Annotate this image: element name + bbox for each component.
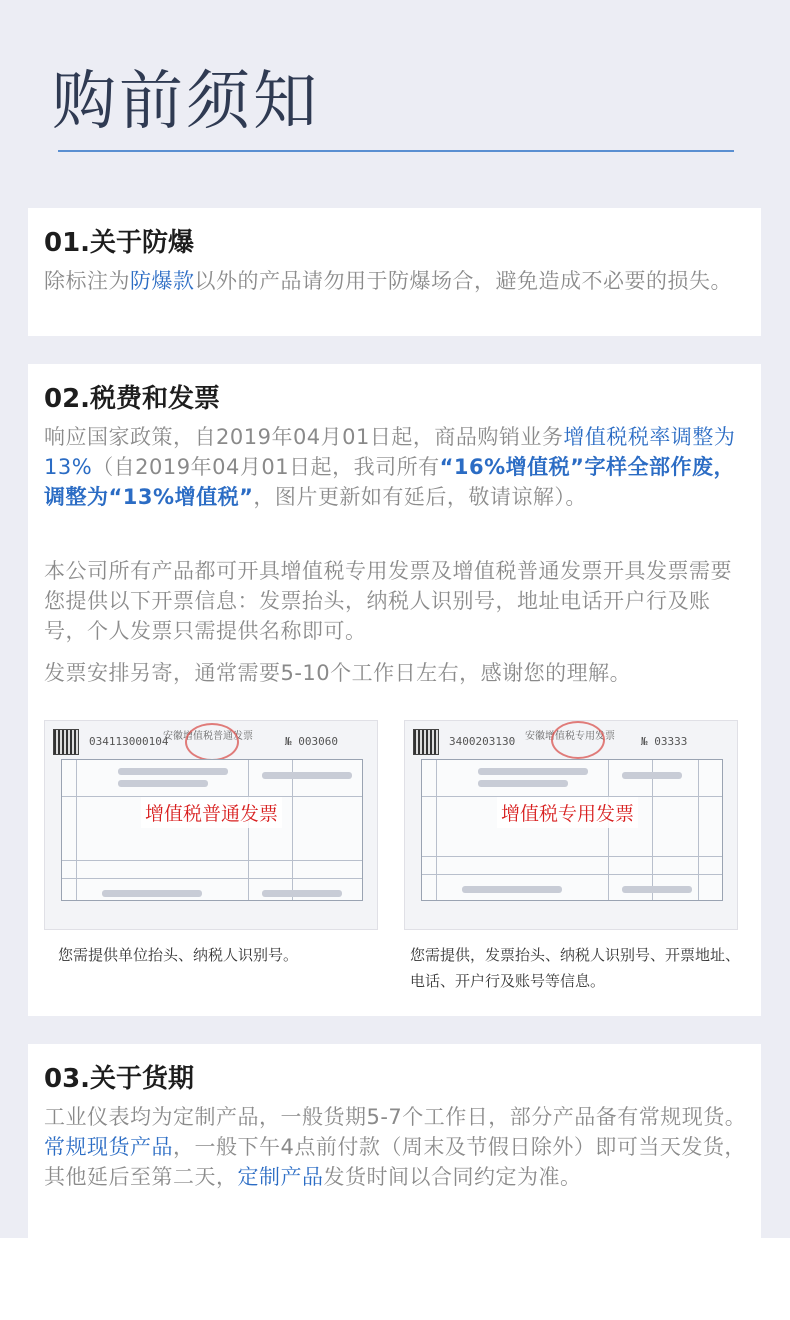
invoice-serial: № 003060: [285, 735, 338, 748]
section-heading: 03.关于货期: [44, 1064, 195, 1094]
paragraph-text: 除标注为: [44, 269, 130, 293]
paragraph-text: 本公司所有产品都可开具增值税专用发票及增值税普通发票开具发票需要您提供以下开票信息：发票抬头，纳税人识别号，地址电话开户行及账号，个人发票只需提供名称即可。: [44, 559, 732, 643]
red-seal-icon: [185, 723, 239, 761]
invoice-caption: 您需提供单位抬头、纳税人识别号。: [58, 946, 299, 964]
highlighted-text: 定制产品: [237, 1165, 324, 1189]
section-heading: 02.税费和发票: [44, 384, 221, 414]
section-paragraph: [44, 266, 748, 296]
invoice-caption: 您需提供，发票抬头、纳税人识别号、开票地址、电话、开户行及账号等信息。: [410, 946, 741, 990]
invoice-type-label: 增值税普通发票: [141, 797, 282, 828]
paragraph-text: ，一般下午4点前付款（周末及节假日除外）即可当天发货，其他延后至第二天，: [44, 1135, 746, 1189]
paragraph-text: 发货时间以合同约定为准。: [323, 1165, 582, 1189]
highlighted-text: 防爆款: [130, 269, 195, 293]
invoice-table: [61, 759, 363, 901]
section-paragraph: [44, 556, 748, 646]
paragraph-text: 以外的产品请勿用于防爆场合，避免造成不必要的损失。: [194, 269, 732, 293]
page-title: 购前须知: [52, 65, 320, 139]
section-tax-invoice: [28, 364, 761, 1016]
invoice-code: 034113000104: [89, 735, 169, 748]
highlighted-text: “16%增值税”字样全部作废，调整为“13%增值税”: [44, 455, 735, 509]
ordinary-invoice-image: [44, 720, 378, 930]
paragraph-text: 工业仪表均为定制产品，一般货期5-7个工作日，部分产品备有常规现货。: [44, 1105, 747, 1129]
paragraph-text: ，图片更新如有延后，敬请谅解）。: [253, 485, 587, 509]
paragraph-text: 响应国家政策，自2019年04月01日起，商品购销业务: [44, 425, 564, 449]
paragraph-text: 发票安排另寄，通常需要5-10个工作日左右，感谢您的理解。: [44, 661, 632, 685]
highlighted-text: 常规现货产品: [44, 1135, 173, 1159]
red-seal-icon: [551, 721, 605, 759]
invoice-code: 3400203130: [449, 735, 516, 748]
invoice-serial: № 03333: [641, 735, 688, 748]
invoice-header: 安徽增值税普通发票: [163, 731, 253, 742]
highlighted-text: 增值税税率调整为13%: [44, 425, 736, 479]
section-heading: 01.关于防爆: [44, 228, 195, 258]
section-delivery: [28, 1044, 761, 1238]
section-paragraph: [44, 422, 748, 512]
section-paragraph: [44, 1102, 748, 1192]
paragraph-text: （自2019年04月01日起，我司所有: [92, 455, 440, 479]
qr-code-icon: [53, 729, 79, 755]
section-explosion-proof: [28, 208, 761, 336]
special-invoice-image: [404, 720, 738, 930]
invoice-header: 安徽增值税专用发票: [525, 731, 615, 742]
title-divider: [58, 150, 734, 152]
section-paragraph: [44, 658, 748, 688]
invoice-table: [421, 759, 723, 901]
invoice-type-label: 增值税专用发票: [497, 797, 638, 828]
qr-code-icon: [413, 729, 439, 755]
